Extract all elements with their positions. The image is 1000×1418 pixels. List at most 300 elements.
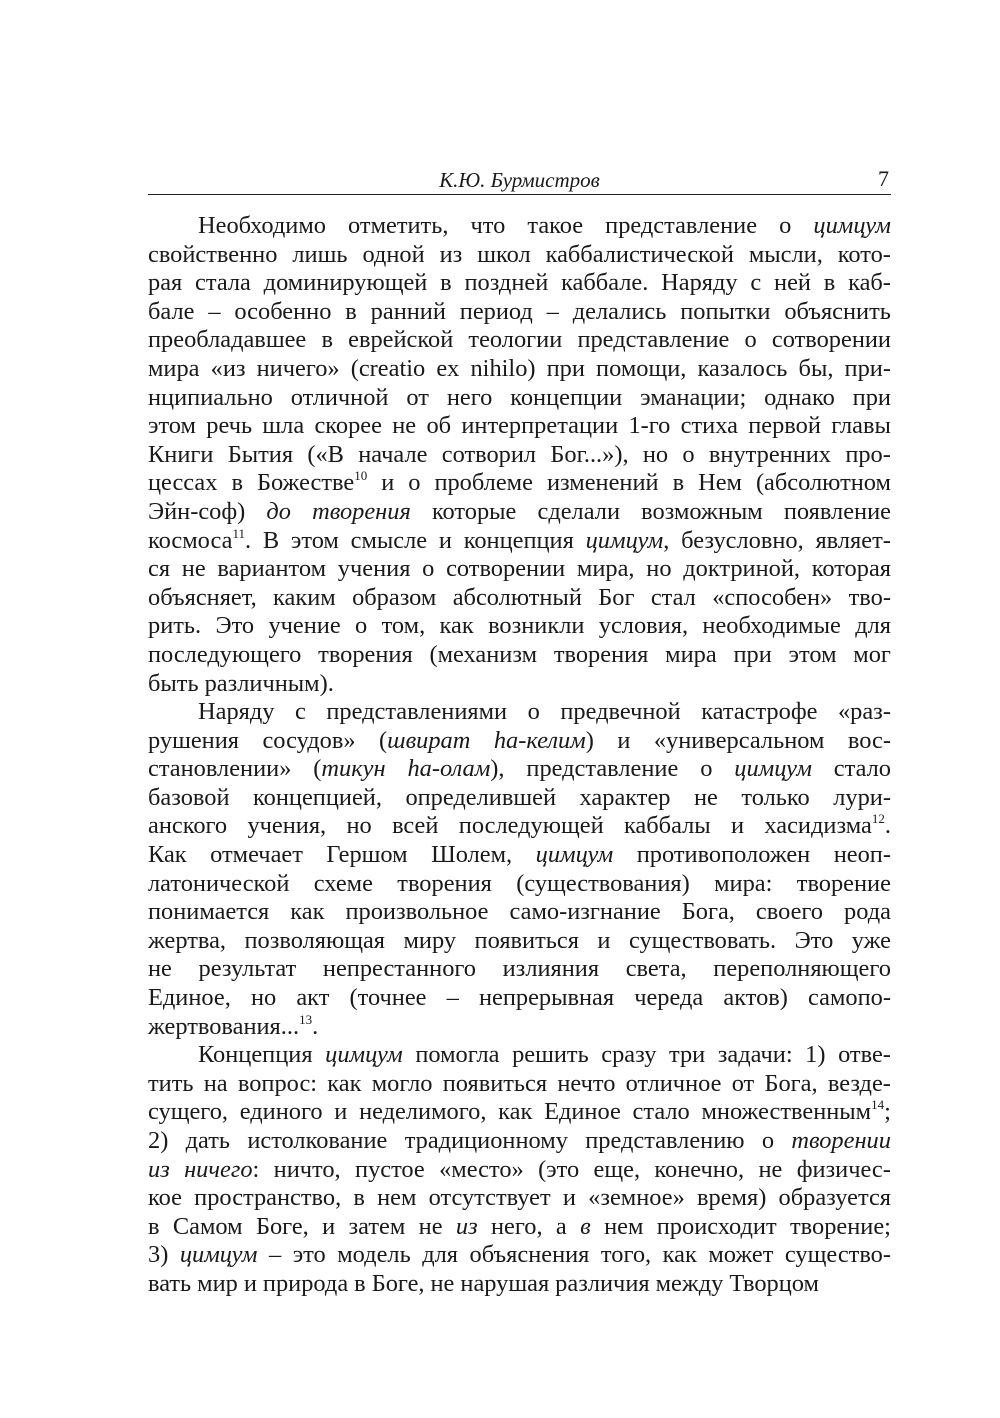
word: физичес- [796,1155,891,1183]
word: Как [148,841,187,869]
word: это [292,1241,326,1269]
text-line [148,412,891,441]
word: возникли [488,612,585,640]
word: творения [553,640,649,668]
word: стал [650,583,696,611]
word: и [617,726,631,754]
word: (абсолютном [755,469,891,497]
word: в [354,1269,366,1297]
word: «из [210,354,246,382]
word: концепцией, [253,783,382,811]
word: задачи: [717,1041,793,1069]
word: мира [148,354,200,382]
word: вариантом [217,555,327,583]
word: однако [764,383,835,411]
word: Книги [148,440,214,468]
word: хасидизма$^{12}$. [764,811,891,840]
word: цессах [148,469,218,497]
word: 2) [148,1127,169,1154]
word: Единое, [148,984,231,1012]
word: затем [348,1212,406,1240]
word: творения [318,640,413,668]
word: цимцум [535,841,614,869]
word: него, [490,1212,543,1240]
word: ся [148,555,171,583]
text-line [148,241,891,270]
word: о [700,755,713,783]
word: и [243,1269,257,1297]
word: сразу [601,1041,657,1069]
word: но [642,440,669,468]
word: каббалистической [545,240,734,268]
word: – [546,297,559,325]
word: «место» [439,1155,524,1183]
word: необходимые [702,612,841,640]
paragraph [148,1041,891,1298]
word: пустое [355,1155,425,1183]
text-line [148,469,891,498]
word: творения [397,869,492,897]
word: актов) [723,984,788,1012]
word: не [694,783,718,811]
word: с [750,269,762,297]
word: модель [337,1241,411,1269]
word: объяснения [469,1241,590,1269]
word: этом [148,412,196,440]
word: цимцум [734,755,812,783]
word: стиха [680,412,738,440]
word: представление [605,212,758,239]
word: период [459,297,533,325]
word: в [580,1212,591,1240]
word: не [418,1212,443,1240]
footnote-ref: 10 [354,468,368,484]
word: отличной [290,383,389,411]
word: делались [572,297,667,325]
word: того, [600,1241,652,1269]
text-line [148,898,891,927]
footnote-ref: 11 [232,525,245,541]
word: о [527,698,540,726]
word: и [438,526,452,554]
word: не [181,555,206,583]
word: пространство, [194,1184,342,1212]
word: доктриной, [683,555,800,583]
text-line [148,1184,891,1213]
word: возможным [641,497,763,525]
word: каббалы [623,812,711,840]
text-line [148,984,891,1013]
word: такое [527,212,584,239]
word: жертва, [148,926,227,954]
word: попытки [680,297,771,325]
word: Божестве$^{10}$ [256,468,368,497]
word: непрерывная [478,984,615,1012]
word: непрестанного [322,955,476,983]
word: с [294,698,306,726]
word: мог [853,640,891,668]
word: традиционному [404,1127,568,1154]
word: Наряду [661,269,738,297]
word: произвольное [345,898,489,926]
word: казалось [697,354,788,382]
word: цимцум [325,1041,403,1069]
word: кото- [837,240,891,268]
word: каббале. [561,269,649,297]
word: везде- [827,1069,891,1097]
word: результат [198,955,297,983]
word: концепции [510,383,623,411]
text-line [148,1098,891,1127]
word: появление [783,497,891,525]
text-line [148,670,891,699]
word: (механизм [429,640,538,668]
word: мысли, [748,240,823,268]
text-line [148,812,891,841]
text-line [148,269,891,298]
word: при [546,354,585,382]
word: не [430,1269,455,1297]
word: лури- [833,783,891,811]
word: «раз- [837,698,891,726]
text-line [148,1013,891,1042]
footnote-ref: 12 [871,811,885,827]
word: учения [337,555,411,583]
word: между [655,1269,724,1297]
word: нарушая [460,1269,550,1297]
word: цимцум [813,212,891,239]
word: самопо- [808,984,891,1012]
word: представлению [585,1127,745,1154]
word: схеме [313,869,373,897]
word: в [440,269,452,297]
word: время) [697,1184,767,1212]
word: и [597,926,611,954]
word: поздней [464,269,549,297]
word: а [555,1212,567,1240]
word: не [148,955,172,983]
word: творение; [790,1212,891,1240]
word: не [758,1155,783,1183]
word: являет- [815,526,891,554]
word: речь [206,412,253,440]
word: проблеме [434,469,533,497]
word: ничего: [184,1155,260,1183]
word: отличное [625,1069,722,1097]
word: представление [526,755,679,783]
word: условия, [598,612,689,640]
word: как [662,1241,697,1269]
word: лишь [292,240,348,268]
word: Бытия [227,440,294,468]
word: представление [577,326,730,354]
word: Это [794,926,834,954]
text-line [148,212,891,241]
word: вос- [847,726,891,754]
word: «способен» [712,583,833,611]
word: этом [290,526,339,554]
word: – [268,1241,282,1269]
word: творении [791,1127,891,1154]
word: вопрос: [237,1069,318,1097]
word: внутренних [708,440,832,468]
word: Бога, [681,898,735,926]
word: nihilo) [470,354,536,382]
word: отмечает [210,841,303,869]
word: доминирующей [263,269,428,297]
word: неоп- [833,841,891,869]
text-line [148,1127,891,1156]
word: только [741,783,810,811]
word: существо- [784,1241,891,1269]
text-line [148,555,891,584]
running-title: К.Ю. Бурмистров [439,168,600,192]
word: при- [844,354,891,382]
word: базовой [148,783,230,811]
word: может [708,1241,774,1269]
text-line [148,955,891,984]
word: катастрофе [701,698,818,726]
word: («В [307,440,344,468]
word: особенно [234,297,332,325]
word: анского [148,812,228,840]
text-line [148,1270,891,1299]
paragraph [148,212,891,698]
word: но [646,555,672,583]
word: ней [774,269,811,297]
word: отсутствует [428,1184,551,1212]
word: сотворении [446,555,566,583]
word: школ [477,240,531,268]
word: но [250,984,277,1012]
word: Боге, [255,1212,309,1240]
word: жертвования...$^{13}$. [148,1011,319,1040]
word: о [682,440,695,468]
text-line [148,298,891,327]
text-line [148,755,891,784]
word: шла [262,412,305,440]
word: Бог [598,583,635,611]
text-line [148,355,891,384]
text-line [148,727,891,756]
word: ничего» [256,354,340,382]
word: творение [796,869,891,897]
word: рить. [148,612,202,640]
word: природа [262,1269,349,1297]
word: тить [148,1069,194,1097]
word: помощи, [596,354,687,382]
word: различия [555,1269,650,1297]
word: мира: [714,869,773,897]
word: рушения [148,726,240,754]
word: изменений [546,469,659,497]
word: Нем [698,469,742,497]
word: не [392,412,417,440]
word: том, [381,612,426,640]
word: света, [625,955,687,983]
word: – [208,297,221,325]
word: при [852,383,891,411]
word: которые [431,497,517,525]
word: которая [811,555,891,583]
word: В [262,526,280,554]
word: Это [215,612,255,640]
word: каб- [848,269,891,297]
word: бы, [798,354,834,382]
word: нечто [557,1069,616,1097]
word: смысле [350,526,428,554]
word: объясняет, [148,583,257,611]
text-line [148,498,891,527]
word: и [322,1212,336,1240]
word: скорее [314,412,382,440]
word: отметить, [348,212,449,239]
word: стало [833,755,891,783]
word: Концепция [198,1041,313,1069]
word: образом [352,583,437,611]
word: становлении» [148,755,292,783]
word: переполняющего [713,955,891,983]
word: о [355,612,368,640]
footnote-ref: 13 [299,1011,313,1027]
word: творения [312,497,411,525]
word: три [669,1041,706,1069]
word: отве- [838,1041,891,1069]
word: предвечной [560,698,681,726]
word: свойственно [148,240,278,268]
text-line [148,584,891,613]
text-line [148,1041,891,1070]
word: Необходимо [198,212,326,239]
word: о [408,469,421,497]
text-line [148,527,891,556]
word: что [470,212,506,239]
word: в [672,469,685,497]
word: решить [512,1041,589,1069]
word: в [823,269,836,297]
word: всей [392,812,439,840]
word: нем [604,1212,644,1240]
word: как [327,1069,362,1097]
word: ex [436,354,460,382]
word: цимцум, [585,526,670,554]
word: последующего [148,640,302,668]
word: о [744,326,757,354]
word: само-изгнание [509,898,661,926]
word: каким [273,583,336,611]
word: понимается [148,898,270,926]
word: Наряду [198,698,275,726]
word: сотворении [771,326,891,354]
word: 3) [148,1241,169,1269]
word: дать [185,1127,231,1154]
word: Бог...»), [550,440,629,468]
word: цимцум [179,1241,258,1269]
word: «универсальном [653,726,825,754]
word: Боге, [371,1269,425,1297]
word: 1) [805,1041,826,1069]
word: сосудов» [262,726,356,754]
running-header [148,166,891,195]
word: 1-го [628,412,671,440]
word: череда [634,984,704,1012]
text-line [148,1241,891,1270]
page-number: 7 [878,166,889,191]
text-line [148,641,891,670]
word: об [426,412,452,440]
text-line [148,1070,891,1099]
word: как [439,612,474,640]
word: множественным$^{14}$; [701,1097,891,1126]
word: космоса$^{11}$. [148,525,252,554]
word: противоположен [636,841,811,869]
word: Бога, [764,1069,818,1097]
word: Единое [544,1098,621,1126]
word: уже [851,926,891,954]
word: этом [788,640,837,668]
word: при [733,640,772,668]
word: нем [377,1184,417,1212]
word: единого [239,1098,323,1126]
word: для [855,612,891,640]
text-line [148,870,891,899]
word: интерпретации [461,412,619,440]
word: сделали [537,497,620,525]
word: безусловно, [681,526,804,554]
word: вать [148,1269,192,1297]
word: быть [148,669,199,697]
word: мира, [576,555,635,583]
word: как [498,1098,533,1126]
word: из [439,240,463,268]
word: латонической [148,869,290,897]
word: (это [538,1155,580,1183]
word: теологии [468,326,563,354]
word: концепция [463,526,574,554]
word: в [345,297,357,325]
word: нципиально [148,383,273,411]
word: миру [403,926,457,954]
word: и [381,469,395,497]
word: акт [296,984,330,1012]
word: – [446,984,459,1012]
word: представлениями [326,698,508,726]
word: в [321,326,333,354]
word: главы [831,412,891,440]
word: на [203,1069,228,1097]
word: ранний [370,297,446,325]
word: «земное» [588,1184,685,1212]
word: и [731,812,745,840]
word: излияния [502,955,600,983]
word: абсолютный [452,583,582,611]
text-line [148,612,891,641]
word: (тикун [313,755,386,783]
word: о [761,1127,775,1154]
word: мир [197,1269,238,1297]
footnote-ref: 14 [871,1097,885,1113]
word: одной [362,240,425,268]
word: рода [844,898,891,926]
word: первой [748,412,821,440]
word: (creatio [350,354,426,382]
word: тво- [848,583,891,611]
word: в [231,469,243,497]
word: для [422,1241,459,1269]
word: стала [195,269,251,297]
word: позволяющая [244,926,386,954]
word: Самом [172,1212,243,1240]
